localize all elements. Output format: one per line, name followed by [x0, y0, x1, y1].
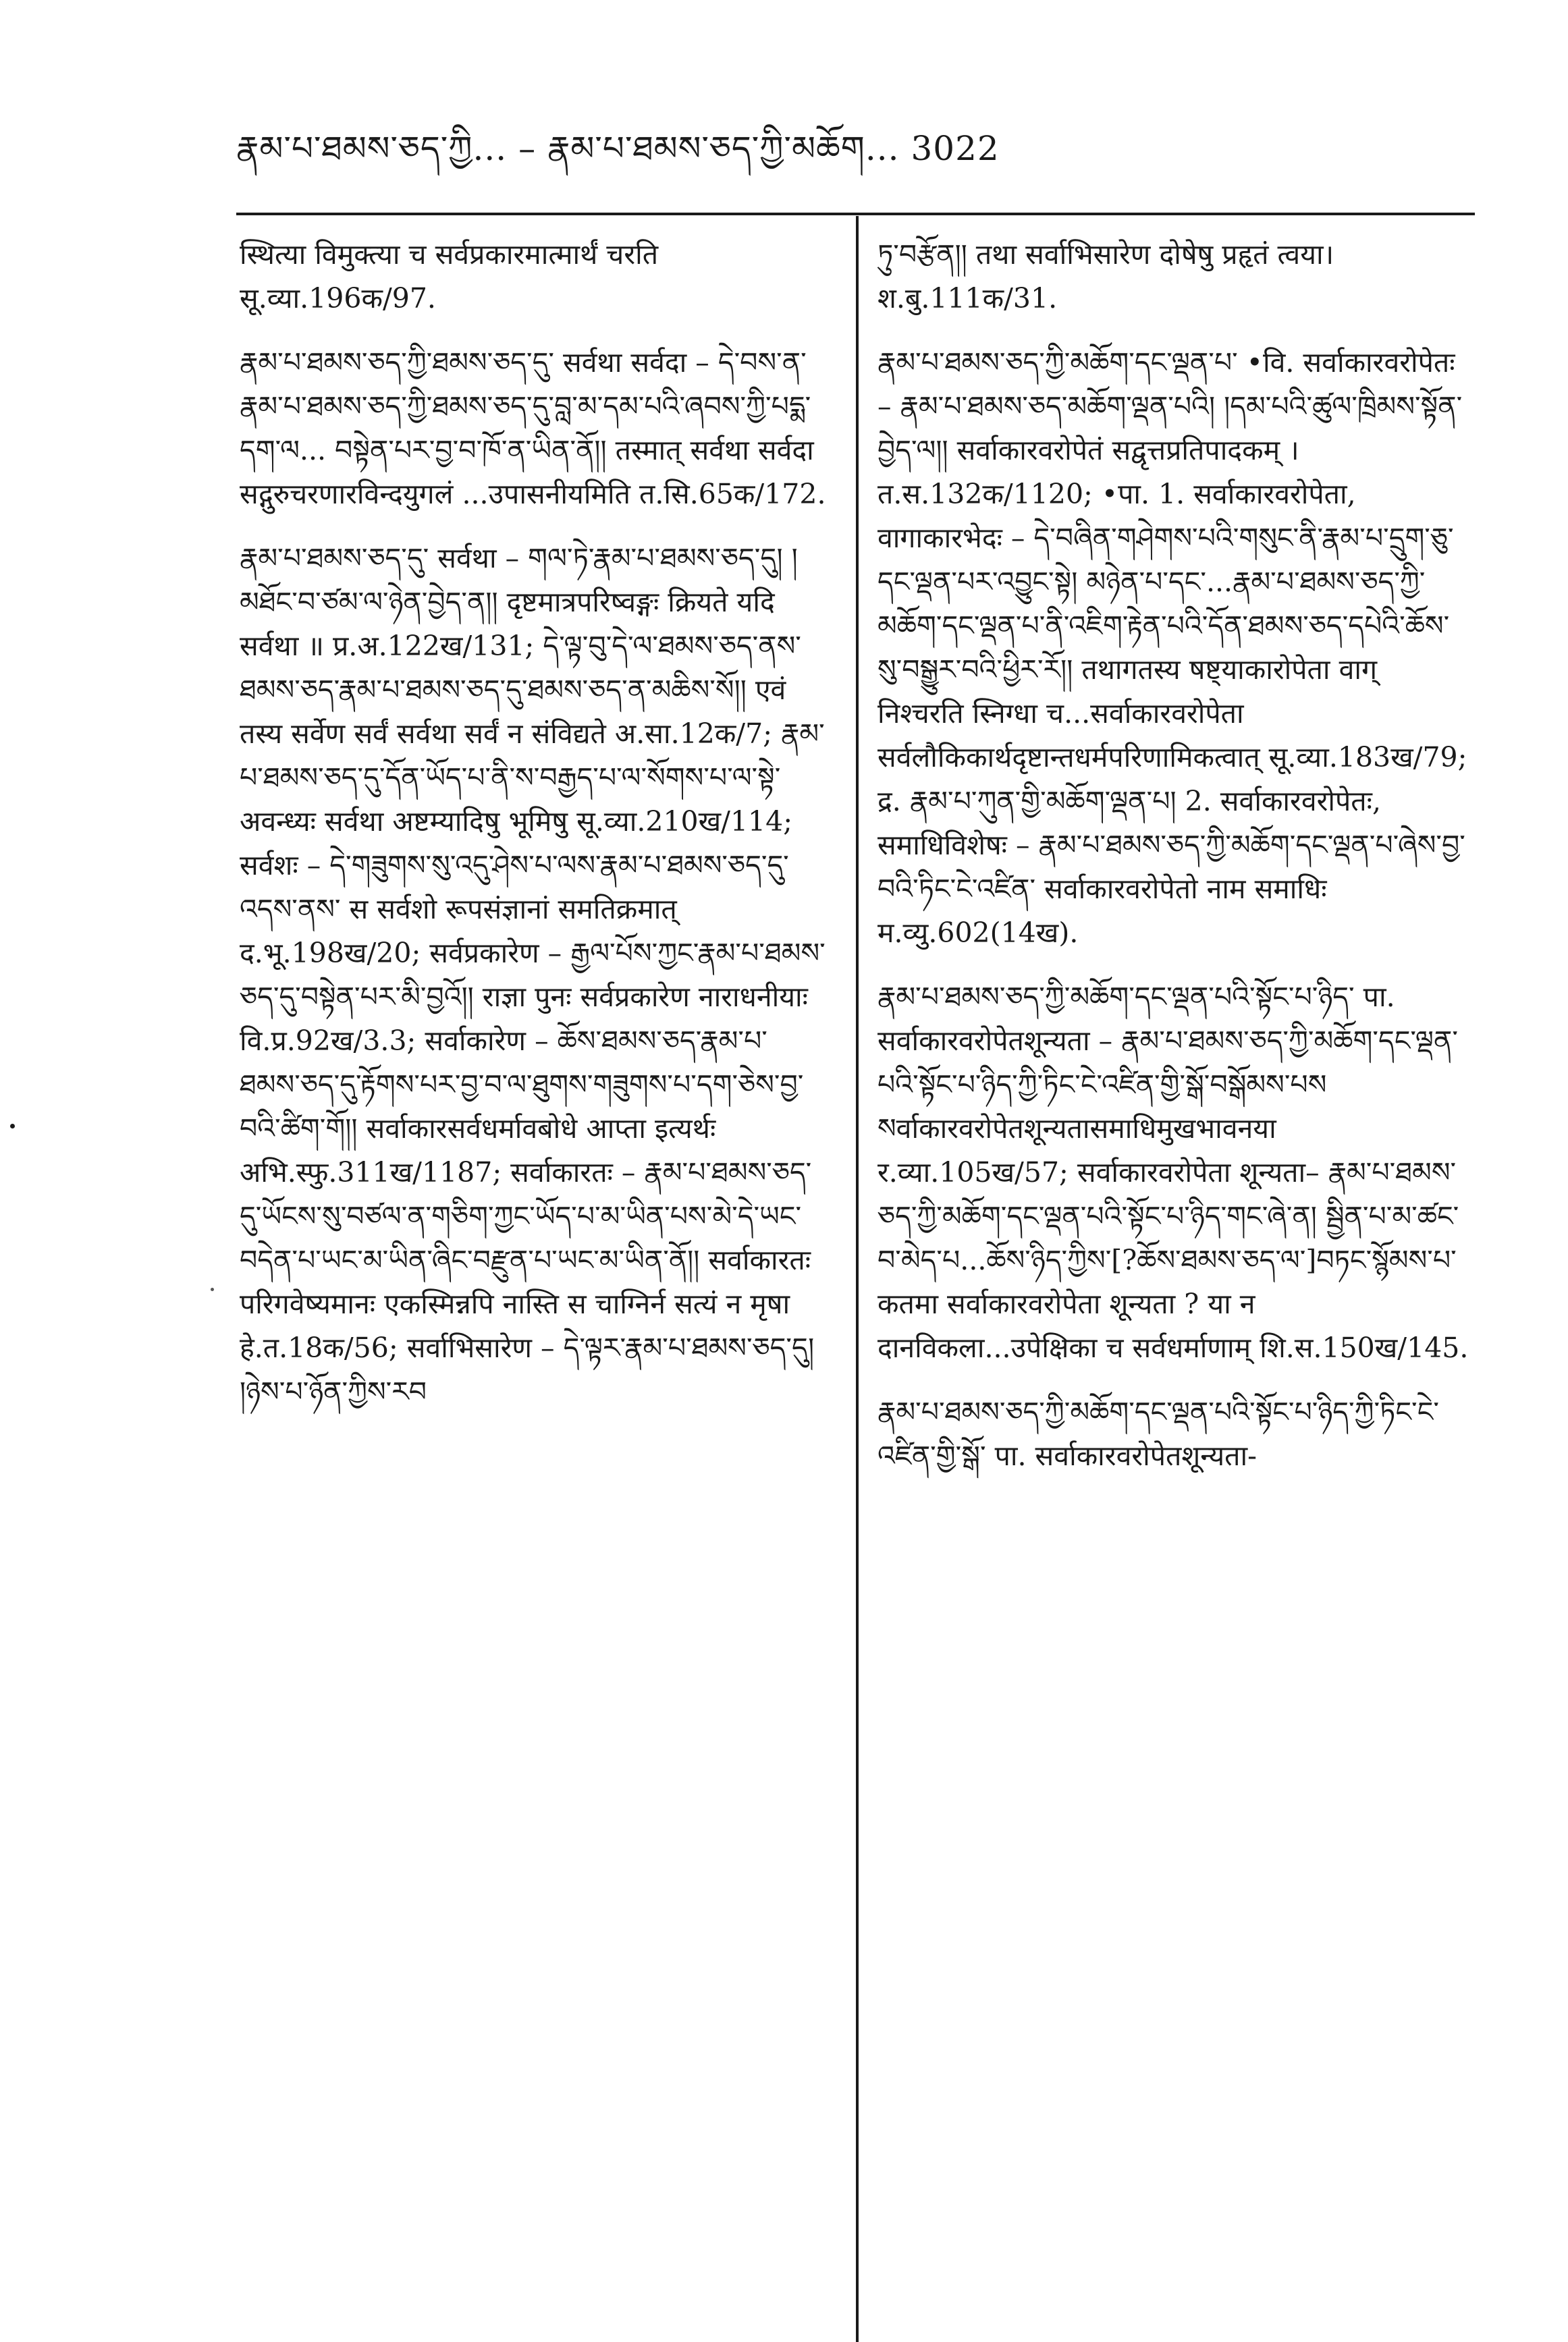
- left-column: [240, 233, 827, 1434]
- margin-speck-small: [211, 1288, 214, 1291]
- margin-speck: [10, 1124, 15, 1128]
- running-head: རྣམ་པ་ཐམས་ཅད་ཀྱི... – རྣམ་པ་ཐམས་ཅད་ཀྱི་མཆོག... 3022: [236, 129, 1000, 168]
- entry-paragraph: རྣམ་པ་ཐམས་ཅད་ཀྱི་ཐམས་ཅད་དུ་ सर्वथा सर्वदा – དེ་བས་ན་རྣམ་པ་ཐམས་ཅད་ཀྱི་ཐམས་ཅད་དུ་བླ་མ་དམ་པའི་ཞབས་ཀྱི་པདྨ་དག་ལ... བསྟེན་པར་བྱ་བ་ཁོ་ན་ཡིན་ནོ།། तस्मात् सर्वथा सर्वदा सद्गुरुचरणारविन्दयुगलं ...उपासनीयमिति त.सि.65क/172.: [240, 346, 826, 510]
- entry-paragraph: स्थित्या विमुक्त्या च सर्वप्रकारमात्मार्थं चरति सू.व्या.196क/97.: [240, 238, 659, 315]
- entry-paragraph: རྣམ་པ་ཐམས་ཅད་ཀྱི་མཆོག་དང་ལྡན་པའི་སྟོང་པ་ཉིད་ཀྱི་ཏིང་ངེ་འཛིན་གྱི་སྒོ་ पा. सर्वाकारवरोपेतशून्यता-: [877, 1396, 1439, 1472]
- entry-paragraph: རྣམ་པ་ཐམས་ཅད་ཀྱི་མཆོག་དང་ལྡན་པའི་སྟོང་པ་ཉིད་ पा. सर्वाकारवरोपेतशून्यता – རྣམ་པ་ཐམས་ཅད་ཀྱི་མཆོག་དང་ལྡན་པའི་སྟོང་པ་ཉིད་ཀྱི་ཏིང་ངེ་འཛིན་གྱི་སྒོ་བསྒོམས་པས སर्वाकारवरोपेतशून्यतासमाधिमुखभावनया र.व्या.105ख/57; सर्वाकारवरोपेता शून्यता– རྣམ་པ་ཐམས་ཅད་ཀྱི་མཆོག་དང་ལྡན་པའི་སྟོང་པ་ཉིད་གང་ཞེ་ན། སྦྱིན་པ་མ་ཚང་བ་མེད་པ...ཆོས་ཉིད་ཀྱིས་[?ཆོས་ཐམས་ཅད་ལ་]བཏང་སྙོམས་པ་ कतमा सर्वाकारवरोपेता शून्यता ? या न दानविकला...उपेक्षिका च सर्वधर्माणाम् शि.स.150ख/145.: [877, 981, 1469, 1364]
- header-rule: [236, 213, 1475, 215]
- entry-paragraph: ཏུ་བརྩོན།། तथा सर्वाभिसारेण दोषेषु प्रहृतं त्वया। श.बु.111क/31.: [877, 238, 1334, 315]
- right-column: [877, 233, 1471, 1498]
- entry-paragraph: རྣམ་པ་ཐམས་ཅད་དུ་ सर्वथा – གལ་ཏེ་རྣམ་པ་ཐམས་ཅད་དུ། །མཐོང་བ་ཙམ་ལ་ཉེན་བྱེད་ན།། दृष्टमात्रपरिष्वङ्गः क्रियते यदि सर्वथा ॥ प्र.अ.122ख/131; དེ་ལྟ་བུ་དེ་ལ་ཐམས་ཅད་ནས་ཐམས་ཅད་རྣམ་པ་ཐམས་ཅད་དུ་ཐམས་ཅད་ན་མཆིས་སོ།། एवं तस्य सर्वेण सर्वं सर्वथा सर्वं न संविद्यते अ.सा.12क/7; རྣམ་པ་ཐམས་ཅད་དུ་དོན་ཡོད་པ་ནི་ས་བརྒྱད་པ་ལ་སོགས་པ་ལ་སྟེ་ अवन्ध्यः सर्वथा अष्टम्यादिषु भूमिषु सू.व्या.210ख/114; सर्वशः – དེ་གཟུགས་སུ་འདུ་ཤེས་པ་ལས་རྣམ་པ་ཐམས་ཅད་དུ་འདས་ནས་ स सर्वशो रूपसंज्ञानां समतिक्रमात् द.भू.198ख/20; सर्वप्रकारेण – རྒྱལ་པོས་ཀྱང་རྣམ་པ་ཐམས་ཅད་དུ་བསྟེན་པར་མི་བྱའོ།། राज्ञा पुनः सर्वप्रकारेण नाराधनीयाः वि.प्र.92ख/3.3; सर्वाकारेण – ཆོས་ཐམས་ཅད་རྣམ་པ་ཐམས་ཅད་དུ་རྟོགས་པར་བྱ་བ་ལ་ཐུགས་གཟུགས་པ་དག་ཅེས་བྱ་བའི་ཚིག་གོ།། सर्वाकारसर्वधर्मावबोधे आप्ता इत्यर्थः अभि.स्फु.311ख/1187; सर्वाकारतः – རྣམ་པ་ཐམས་ཅད་དུ་ཡོངས་སུ་བཙལ་ན་གཅིག་ཀྱང་ཡོད་པ་མ་ཡིན་པས་མེ་དེ་ཡང་བདེན་པ་ཡང་མ་ཡིན་ཞིང་བརྫུན་པ་ཡང་མ་ཡིན་ནོ།། सर्वाकारतः परिगवेष्यमानः एकस्मिन्नपि नास्ति स चाग्निर्न सत्यं न मृषा हे.त.18क/56; सर्वाभिसारेण – དེ་ལྟར་རྣམ་པ་ཐམས་ཅད་དུ། །ཉེས་པ་ཉོན་ཀྱིས་རབ: [240, 542, 826, 1408]
- column-divider: [856, 216, 859, 2342]
- entry-paragraph: རྣམ་པ་ཐམས་ཅད་ཀྱི་མཆོག་དང་ལྡན་པ་ •वि. सर्वाकारवरोपेतः – རྣམ་པ་ཐམས་ཅད་མཆོག་ལྡན་པའི། །དམ་པའི་ཚུལ་ཁྲིམས་སྟོན་བྱེད་ལ།། सर्वाकारवरोपेतं सद्वृत्तप्रतिपादकम् । त.स.132क/1120; •पा. 1. सर्वाकारवरोपेता, वागाकारभेदः – དེ་བཞིན་གཤེགས་པའི་གསུང་ནི་རྣམ་པ་དྲུག་ཅུ་དང་ལྡན་པར་འབྱུང་སྟེ། མཉེན་པ་དང་...རྣམ་པ་ཐམས་ཅད་ཀྱི་མཆོག་དང་ལྡན་པ་ནི་འཇིག་རྟེན་པའི་དོན་ཐམས་ཅད་དཔེའི་ཆོས་སུ་བསྒྱུར་བའི་ཕྱིར་རོ།། तथागतस्य षष्ट्याकारोपेता वाग् निश्चरति स्निग्धा च...सर्वाकारवरोपेता सर्वलौकिकार्थदृष्टान्तधर्मपरिणामिकत्वात् सू.व्या.183ख/79; द्र. རྣམ་པ་ཀུན་གྱི་མཆོག་ལྡན་པ། 2. सर्वाकारवरोपेतः, समाधिविशेषः – རྣམ་པ་ཐམས་ཅད་ཀྱི་མཆོག་དང་ལྡན་པ་ཞེས་བྱ་བའི་ཏིང་ངེ་འཛིན་ सर्वाकारवरोपेतो नाम समाधिः म.व्यु.602(14ख).: [877, 346, 1467, 949]
